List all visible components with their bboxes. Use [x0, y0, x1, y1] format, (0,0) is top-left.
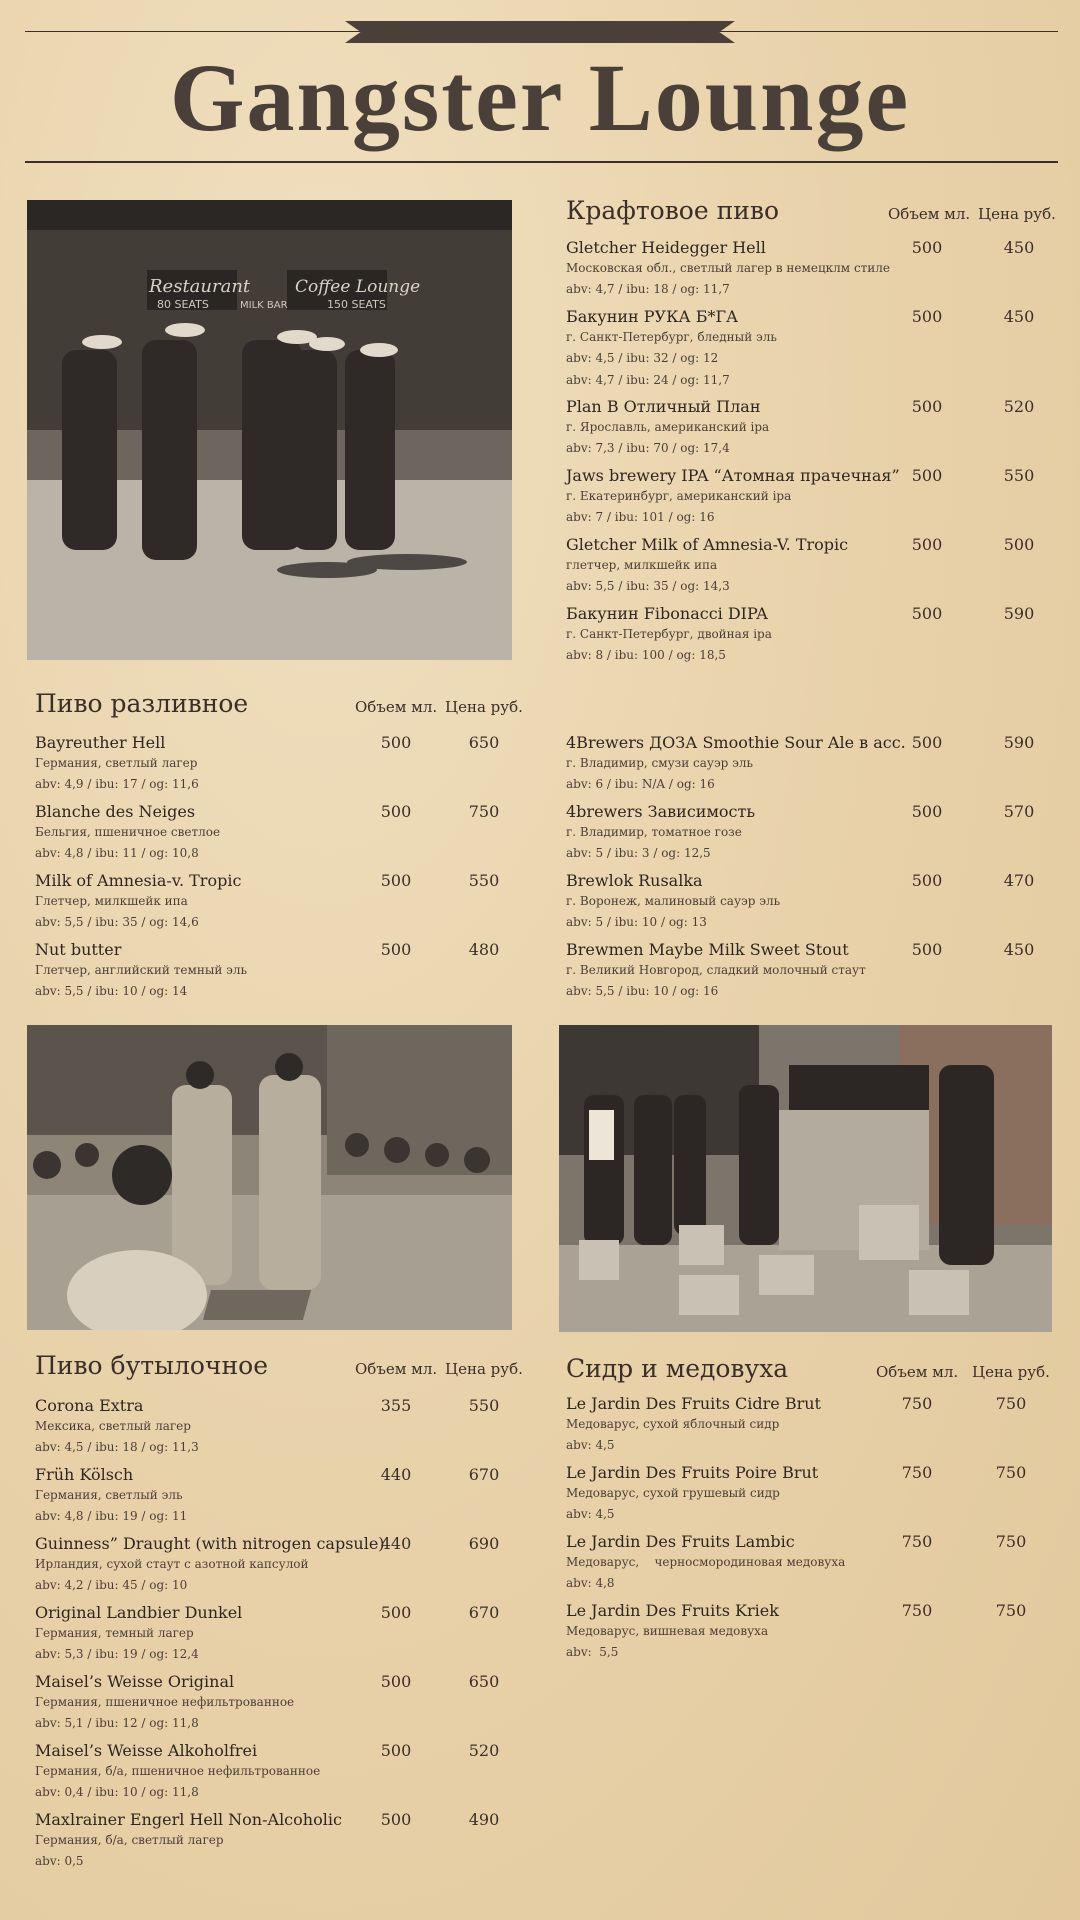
item-volume: 440	[380, 1465, 412, 1484]
item-volume: 500	[911, 871, 943, 890]
item-stats: abv: 5,1 / ibu: 12 / og: 11,8	[35, 1716, 199, 1730]
item-price: 520	[468, 1741, 500, 1760]
item-description: Глетчер, милкшейк ипа	[35, 894, 188, 908]
item-stats: abv: 4,5	[566, 1507, 615, 1521]
item-stats: abv: 4,2 / ibu: 45 / og: 10	[35, 1578, 188, 1592]
menu-item	[35, 733, 535, 802]
menu-item	[35, 1741, 535, 1810]
menu-item	[566, 733, 1066, 802]
item-price: 690	[468, 1534, 500, 1553]
item-stats: abv: 0,4 / ibu: 10 / og: 11,8	[35, 1785, 199, 1799]
item-price: 480	[468, 940, 500, 959]
item-description: г. Санкт-Петербург, бледный эль	[566, 330, 777, 344]
item-volume: 500	[380, 1810, 412, 1829]
menu-item	[35, 940, 535, 1009]
item-description: г. Владимир, смузи сауэр эль	[566, 756, 754, 770]
menu-item	[566, 535, 1066, 604]
item-stats: abv: 4,8 / ibu: 11 / og: 10,8	[35, 846, 199, 860]
item-stats: abv: 5 / ibu: 3 / og: 12,5	[566, 846, 711, 860]
item-volume: 500	[380, 802, 412, 821]
item-name: 4brewers Зависимость	[566, 802, 756, 821]
item-description: Медоварус, черносмородиновая медовуха	[566, 1555, 846, 1569]
item-volume: 500	[380, 1603, 412, 1622]
photo-bottles-seized	[559, 1025, 1052, 1332]
item-description: Медоварус, сухой яблочный сидр	[566, 1417, 780, 1431]
item-price: 550	[1003, 466, 1035, 485]
item-description: г. Великий Новгород, сладкий молочный стаут	[566, 963, 866, 977]
item-price: 570	[1003, 802, 1035, 821]
item-name: Gletcher Heidegger Hell	[566, 238, 766, 257]
item-description: Германия, б/а, светлый лагер	[35, 1833, 224, 1847]
menu-item	[35, 1603, 535, 1672]
item-price: 650	[468, 733, 500, 752]
svg-text:150 SEATS: 150 SEATS	[327, 298, 386, 311]
item-volume: 500	[380, 940, 412, 959]
item-volume: 750	[901, 1394, 933, 1413]
section-draft-beer-continued	[566, 733, 1066, 1009]
item-stats: abv: 4,9 / ibu: 17 / og: 11,6	[35, 777, 199, 791]
item-description: Германия, светлый лагер	[35, 756, 198, 770]
item-stats: abv: 5,5 / ibu: 35 / og: 14,3	[566, 579, 730, 593]
volume-header: Объем мл.	[888, 205, 971, 223]
item-price: 590	[1003, 604, 1035, 623]
item-name: Plan B Отличный План	[566, 397, 761, 416]
item-volume: 500	[911, 733, 943, 752]
item-stats: abv: 5,5 / ibu: 10 / og: 16	[566, 984, 719, 998]
item-description: Германия, б/а, пшеничное нефильтрованное	[35, 1764, 321, 1778]
menu-item	[35, 802, 535, 871]
item-stats: abv: 5,5	[566, 1645, 619, 1659]
item-name: Jaws brewery IPA “Атомная прачечная”	[566, 466, 900, 485]
item-price: 450	[1003, 940, 1035, 959]
item-stats: abv: 7 / ibu: 101 / og: 16	[566, 510, 715, 524]
item-stats: abv: 4,8	[566, 1576, 615, 1590]
item-price: 550	[468, 871, 500, 890]
item-description: Германия, темный лагер	[35, 1626, 194, 1640]
menu-item	[566, 604, 1066, 673]
item-stats: abv: 5,5 / ibu: 10 / og: 14	[35, 984, 188, 998]
item-price: 750	[995, 1532, 1027, 1551]
item-stats: abv: 7,3 / ibu: 70 / og: 17,4	[566, 441, 730, 455]
item-price: 520	[1003, 397, 1035, 416]
item-name: Le Jardin Des Fruits Lambic	[566, 1532, 795, 1551]
item-name: Früh Kölsch	[35, 1465, 134, 1484]
item-description: г. Ярославль, американский ipa	[566, 420, 770, 434]
menu-item	[566, 238, 1066, 307]
item-description: Ирландия, сухой стаут с азотной капсулой	[35, 1557, 309, 1571]
item-description: Германия, пшеничное нефильтрованное	[35, 1695, 295, 1709]
item-name: Nut butter	[35, 940, 122, 959]
item-stats: abv: 4,5 / ibu: 18 / og: 11,3	[35, 1440, 199, 1454]
photo-gangsters-street	[27, 200, 512, 660]
item-stats: abv: 6 / ibu: N/A / og: 16	[566, 777, 715, 791]
item-stats: abv: 4,7 / ibu: 18 / og: 11,7	[566, 282, 730, 296]
menu-item	[566, 307, 1066, 397]
menu-item	[566, 871, 1066, 940]
menu-item	[35, 1534, 535, 1603]
item-name: Gletcher Milk of Amnesia-V. Tropic	[566, 535, 849, 554]
item-description: г. Санкт-Петербург, двойная ipa	[566, 627, 772, 641]
photo-men-walking	[27, 1025, 512, 1330]
item-price: 750	[995, 1394, 1027, 1413]
volume-header: Объем мл.	[876, 1363, 959, 1381]
menu-item	[566, 397, 1066, 466]
item-price: 490	[468, 1810, 500, 1829]
item-stats: abv: 5,5 / ibu: 35 / og: 14,6	[35, 915, 199, 929]
item-volume: 500	[911, 466, 943, 485]
item-price: 650	[468, 1672, 500, 1691]
item-price: 750	[468, 802, 500, 821]
item-name: Maisel’s Weisse Original	[35, 1672, 235, 1691]
section-title-craft: Крафтовое пиво	[566, 196, 780, 225]
svg-text:Coffee Lounge: Coffee Lounge	[295, 277, 421, 297]
menu-item	[566, 802, 1066, 871]
item-name: 4Brewers ДОЗА Smoothie Sour Ale в асс.	[566, 733, 906, 752]
item-description: Германия, светлый эль	[35, 1488, 183, 1502]
item-volume: 500	[911, 238, 943, 257]
menu-item	[35, 1672, 535, 1741]
item-description: Медоварус, вишневая медовуха	[566, 1624, 769, 1638]
item-price: 450	[1003, 238, 1035, 257]
item-price: 750	[995, 1463, 1027, 1482]
item-volume: 500	[380, 1741, 412, 1760]
section-draft-beer	[35, 689, 535, 1009]
item-name: Бакунин РУКА Б*ГА	[566, 307, 739, 326]
section-cider-mead	[566, 1354, 1066, 1670]
menu-item	[566, 1463, 1066, 1532]
item-price: 450	[1003, 307, 1035, 326]
item-name: Blanche des Neiges	[35, 802, 196, 821]
item-volume: 500	[911, 307, 943, 326]
item-stats: abv: 4,5	[566, 1438, 615, 1452]
menu-item	[35, 871, 535, 940]
menu-item	[566, 1601, 1066, 1670]
item-stats: abv: 8 / ibu: 100 / og: 18,5	[566, 648, 726, 662]
item-volume: 500	[911, 940, 943, 959]
item-price: 750	[995, 1601, 1027, 1620]
price-header: Цена руб.	[972, 1363, 1050, 1381]
price-header: Цена руб.	[445, 698, 523, 716]
header-ribbon	[345, 21, 735, 43]
section-bottled-beer	[35, 1351, 535, 1879]
item-name: Original Landbier Dunkel	[35, 1603, 243, 1622]
section-title-draft: Пиво разливное	[35, 689, 249, 718]
item-name: Milk of Amnesia-v. Tropic	[35, 871, 242, 890]
item-name: Бакунин Fibonacci DIPA	[566, 604, 768, 623]
item-volume: 440	[380, 1534, 412, 1553]
item-description: Московская обл., светлый лагер в немецклм стиле	[566, 261, 891, 275]
item-price: 500	[1003, 535, 1035, 554]
item-name: Maxlrainer Engerl Hell Non-Alcoholic	[35, 1810, 342, 1829]
price-header: Цена руб.	[445, 1360, 523, 1378]
item-stats: abv: 4,5 / ibu: 32 / og: 12	[566, 351, 719, 365]
item-name: Corona Extra	[35, 1396, 144, 1415]
item-volume: 500	[911, 397, 943, 416]
item-price: 550	[468, 1396, 500, 1415]
section-craft-beer	[566, 196, 1066, 673]
item-volume: 750	[901, 1601, 933, 1620]
item-volume: 355	[380, 1396, 412, 1415]
item-stats-alt: abv: 4,7 / ibu: 24 / og: 11,7	[566, 373, 730, 387]
item-stats: abv: 5 / ibu: 10 / og: 13	[566, 915, 707, 929]
item-volume: 500	[911, 802, 943, 821]
section-title-cider: Сидр и медовуха	[566, 1354, 789, 1383]
item-name: Maisel’s Weisse Alkoholfrei	[35, 1741, 258, 1760]
item-description: глетчер, милкшейк ипа	[566, 558, 718, 572]
item-volume: 500	[380, 733, 412, 752]
item-volume: 500	[380, 1672, 412, 1691]
item-stats: abv: 4,8 / ibu: 19 / og: 11	[35, 1509, 188, 1523]
menu-item	[566, 1532, 1066, 1601]
menu-item	[35, 1396, 535, 1465]
item-price: 470	[1003, 871, 1035, 890]
item-description: г. Воронеж, малиновый сауэр эль	[566, 894, 781, 908]
item-price: 590	[1003, 733, 1035, 752]
item-description: Глетчер, английский темный эль	[35, 963, 248, 977]
item-name: Le Jardin Des Fruits Cidre Brut	[566, 1394, 821, 1413]
menu-item	[35, 1465, 535, 1534]
item-price: 670	[468, 1603, 500, 1622]
item-description: Бельгия, пшеничное светлое	[35, 825, 221, 839]
item-description: г. Владимир, томатное гозе	[566, 825, 742, 839]
page-title: Gangster Lounge	[169, 44, 911, 151]
item-description: г. Екатеринбург, американский ipa	[566, 489, 792, 503]
item-volume: 500	[911, 535, 943, 554]
item-name: Brewmen Maybe Milk Sweet Stout	[566, 940, 849, 959]
svg-text:Restaurant: Restaurant	[149, 276, 251, 297]
svg-text:MILK BAR: MILK BAR	[240, 300, 288, 311]
volume-header: Объем мл.	[355, 1360, 438, 1378]
item-name: Bayreuther Hell	[35, 733, 166, 752]
menu-item	[566, 940, 1066, 1009]
menu-item	[35, 1810, 535, 1879]
header-rule-bottom	[25, 161, 1058, 163]
item-volume: 500	[911, 604, 943, 623]
menu-item	[566, 1394, 1066, 1463]
volume-header: Объем мл.	[355, 698, 438, 716]
item-name: Guinness” Draught (with nitrogen capsule)	[35, 1534, 385, 1553]
section-title-bottled: Пиво бутылочное	[35, 1351, 268, 1380]
item-volume: 750	[901, 1463, 933, 1482]
item-volume: 750	[901, 1532, 933, 1551]
price-header: Цена руб.	[978, 205, 1056, 223]
item-description: Медоварус, сухой грушевый сидр	[566, 1486, 780, 1500]
menu-item	[566, 466, 1066, 535]
svg-text:80 SEATS: 80 SEATS	[157, 298, 209, 311]
item-name: Brewlok Rusalka	[566, 871, 703, 890]
item-volume: 500	[380, 871, 412, 890]
item-name: Le Jardin Des Fruits Kriek	[566, 1601, 779, 1620]
item-description: Мексика, светлый лагер	[35, 1419, 191, 1433]
item-name: Le Jardin Des Fruits Poire Brut	[566, 1463, 819, 1482]
item-stats: abv: 0,5	[35, 1854, 84, 1868]
item-price: 670	[468, 1465, 500, 1484]
item-stats: abv: 5,3 / ibu: 19 / og: 12,4	[35, 1647, 199, 1661]
